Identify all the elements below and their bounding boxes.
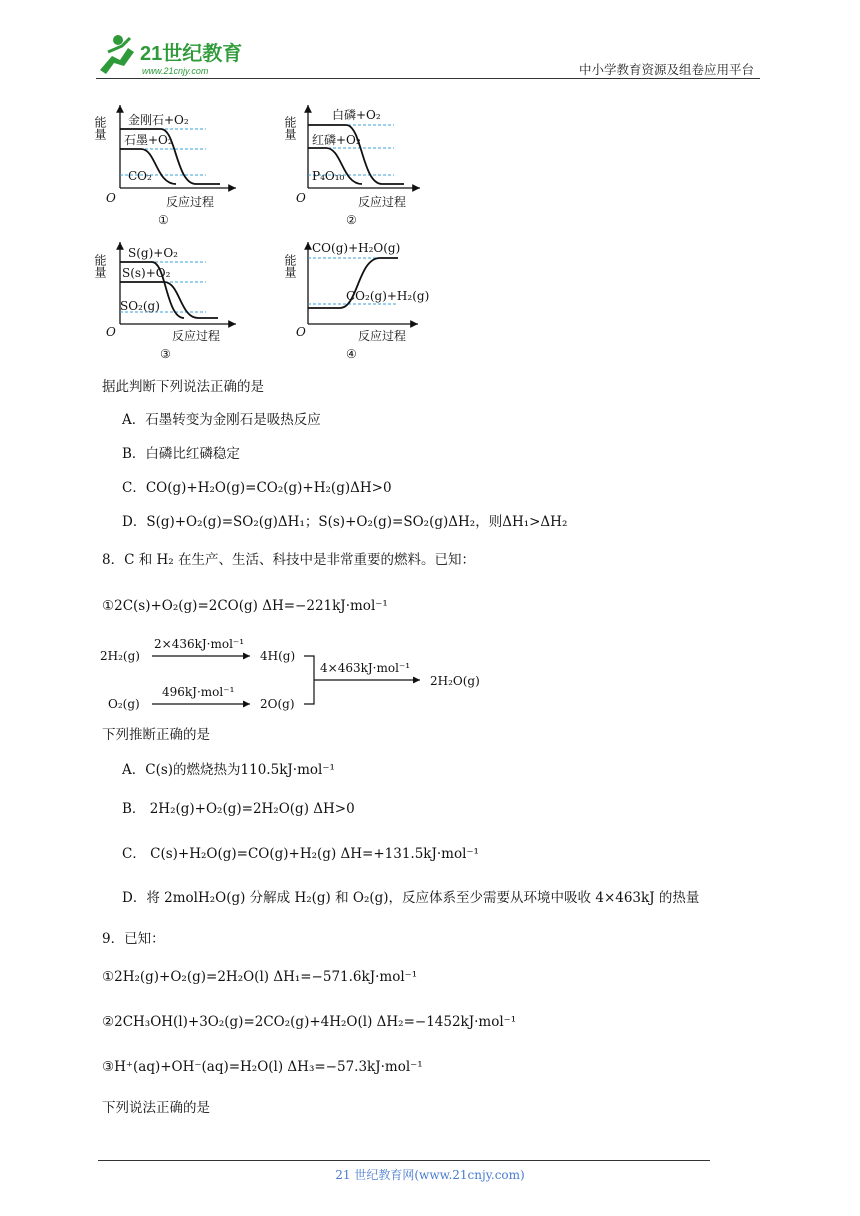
- d4-top-label: CO(g)+H₂O(g): [312, 241, 401, 255]
- xaxis-label: 反应过程: [166, 195, 215, 209]
- xaxis-label: 反应过程: [358, 329, 407, 343]
- scheme-product: 2H₂O(g): [430, 674, 480, 688]
- d1-top-label: 金刚石+O₂: [128, 113, 189, 127]
- q7-option-a: A．石墨转变为金刚石是吸热反应: [122, 412, 321, 428]
- d4-number: ④: [346, 347, 357, 361]
- q8-stem2: 下列推断正确的是: [102, 727, 210, 743]
- q9-eq2: ②2CH₃OH(l)+3O₂(g)=2CO₂(g)+4H₂O(l) ΔH₂=−1452kJ·mol⁻¹: [102, 1014, 517, 1030]
- d3-bot-label: SO₂(g): [120, 299, 160, 313]
- d3-top-label: S(g)+O₂: [128, 246, 178, 260]
- footer-link[interactable]: 21 世纪教育网(www.21cnjy.com): [335, 1168, 525, 1182]
- q9-stem2: 下列说法正确的是: [102, 1100, 210, 1116]
- energy-label: 能量: [283, 116, 297, 140]
- header-platform-text: 中小学教育资源及组卷应用平台: [578, 62, 754, 77]
- d3-mid-label: S(s)+O₂: [122, 266, 171, 280]
- scheme-join-energy: 4×463kJ·mol⁻¹: [320, 661, 411, 675]
- q8-stem: 8．C 和 H₂ 在生产、生活、科技中是非常重要的燃料。已知：: [102, 552, 475, 568]
- energy-label: 能量: [283, 254, 297, 278]
- q9-stem: 9．已知：: [102, 931, 165, 947]
- d1-mid-label: 石墨+O₂: [124, 133, 173, 147]
- q7-stem: 据此判断下列说法正确的是: [102, 379, 264, 395]
- d2-mid-label: 红磷+O₂: [312, 133, 361, 147]
- q8-option-c: C． C(s)+H₂O(g)=CO(g)+H₂(g) ΔH=+131.5kJ·mol⁻¹: [122, 846, 479, 862]
- logo-url: www.21cnjy.com: [142, 66, 209, 76]
- energy-diagram-2: [283, 100, 436, 230]
- header-divider: [96, 78, 760, 79]
- scheme-o2: O₂(g): [108, 697, 140, 711]
- origin-label: O: [296, 191, 306, 205]
- d3-number: ③: [160, 347, 171, 361]
- q8-option-a: A．C(s)的燃烧热为110.5kJ·mol⁻¹: [122, 762, 335, 778]
- d1-number: ①: [158, 213, 169, 227]
- q8-option-d: D．将 2molH₂O(g) 分解成 H₂(g) 和 O₂(g)，反应体系至少需要从环境中吸收 4×463kJ 的热量: [122, 890, 700, 906]
- energy-diagram-1: [93, 100, 246, 230]
- d2-number: ②: [346, 213, 357, 227]
- q7-option-c: C．CO(g)+H₂O(g)=CO₂(g)+H₂(g)ΔH>0: [122, 480, 392, 496]
- xaxis-label: 反应过程: [358, 195, 407, 209]
- scheme-h2-energy: 2×436kJ·mol⁻¹: [154, 637, 245, 651]
- runner-icon: [100, 35, 134, 74]
- logo-text: 21世纪教育: [140, 43, 243, 65]
- scheme-h: 4H(g): [260, 649, 296, 663]
- energy-label: 能量: [93, 116, 107, 140]
- d4-bot-label: CO₂(g)+H₂(g): [346, 289, 430, 303]
- origin-label: O: [106, 325, 116, 339]
- bond-energy-scheme: [98, 628, 518, 720]
- energy-label: 能量: [93, 254, 107, 278]
- q7-option-d: D．S(g)+O₂(g)=SO₂(g)ΔH₁；S(s)+O₂(g)=SO₂(g)ΔH₂，则ΔH₁>ΔH₂: [122, 514, 568, 530]
- scheme-o: 2O(g): [260, 697, 295, 711]
- q9-eq3: ③H⁺(aq)+OH⁻(aq)=H₂O(l) ΔH₃=−57.3kJ·mol⁻¹: [102, 1059, 423, 1075]
- footer-divider: [98, 1160, 710, 1161]
- site-logo: [96, 30, 266, 80]
- d1-bot-label: CO₂: [128, 169, 152, 183]
- d2-top-label: 白磷+O₂: [332, 108, 381, 122]
- xaxis-label: 反应过程: [172, 329, 221, 343]
- energy-diagram-4: [283, 238, 446, 368]
- d2-bot-label: P₄O₁₀: [312, 169, 345, 183]
- origin-label: O: [296, 325, 306, 339]
- energy-diagram-3: [93, 238, 246, 368]
- q8-eq1: ①2C(s)+O₂(g)=2CO(g) ΔH=−221kJ·mol⁻¹: [102, 598, 388, 614]
- q9-eq1: ①2H₂(g)+O₂(g)=2H₂O(l) ΔH₁=−571.6kJ·mol⁻¹: [102, 969, 418, 985]
- q7-option-b: B．白磷比红磷稳定: [122, 446, 240, 462]
- scheme-h2: 2H₂(g): [100, 649, 140, 663]
- origin-label: O: [106, 191, 116, 205]
- scheme-o2-energy: 496kJ·mol⁻¹: [162, 685, 235, 699]
- q8-option-b: B． 2H₂(g)+O₂(g)=2H₂O(g) ΔH>0: [122, 801, 355, 817]
